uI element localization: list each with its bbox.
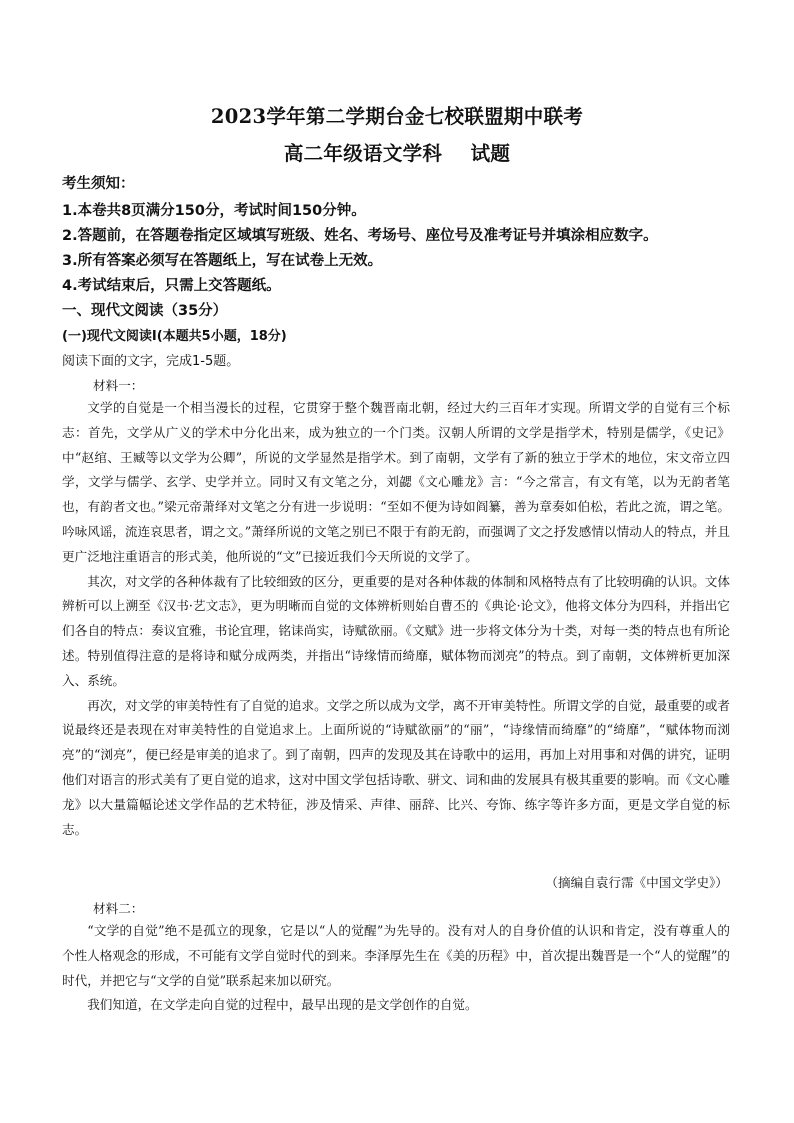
section-heading: 一、现代文阅读（35分）: [62, 303, 228, 319]
material-1-body: [62, 396, 730, 842]
notice-item-2: 2.答题前，在答题卷指定区域填写班级、姓名、考场号、座位号及准考证号并填涂相应数字。: [62, 228, 658, 244]
notice-heading: 考生须知：: [62, 176, 135, 192]
exam-title: 2023学年第二学期台金七校联盟期中联考: [210, 105, 584, 128]
material-2-paragraph-2: 我们知道，在文学走向自觉的过程中，最早出现的是文学创作的自觉。: [87, 997, 478, 1013]
notice-item-1: 1.本卷共8页满分150分，考试时间150分钟。: [62, 203, 366, 219]
material-1-paragraph-2: 其次，对文学的各种体裁有了比较细致的区分，更重要的是对各种体裁的体制和风格特点有了比较明确的认识。文体辨析可以上溯至《汉书·艺文志》，更为明晰而自觉的文体辨析则始自曹丕的《典论·论文》，他将文体分为四科，并指出它们各自的特点：奏议宜雅，书论宜理，铭诔尚实，诗赋欲丽。《文赋》进一步将文体分为十类，对每一类的特点也有所论述。特别值得注意的是将诗和赋分成两类，并指出“诗缘情而绮靡，赋体物而浏亮”的特点。到了南朝，文体辨析更加深入、系统。: [62, 573, 730, 688]
material-1-label: 材料一：: [93, 378, 144, 393]
reading-instruction: 阅读下面的文字，完成1-5题。: [62, 354, 240, 369]
material-1-paragraph-3: 再次，对文学的审美特性有了自觉的追求。文学之所以成为文学，离不开审美特性。所谓文学的自觉，最重要的或者说最终还是表现在对审美特性的自觉追求上。上面所说的“诗赋欲丽”的“丽”，“诗缘情而绮靡”的“绮靡”，“赋体物而浏亮”的“浏亮”，便已经是审美的追求了。到了南朝，四声的发现及其在诗歌中的运用，再加上对用事和对偶的讲究，证明他们对语言的形式美有了更自觉的追求，这对中国文学包括诗歌、骈文、词和曲的发展具有极其重要的影响。而《文心雕龙》以大量篇幅论述文学作品的艺术特征，涉及情采、声律、丽辞、比兴、夸饰、练字等许多方面，更是文学自觉的标志。: [62, 697, 730, 837]
notice-item-3: 3.所有答案必须写在答题纸上，写在试卷上无效。: [62, 253, 383, 269]
subsection-heading: (一)现代文阅读Ⅰ(本题共5小题，18分): [62, 329, 287, 344]
material-2-body: [62, 919, 730, 1018]
notice-item-4: 4.考试结束后，只需上交答题纸。: [62, 278, 281, 294]
material-1-source: （摘编自袁行霈《中国文学史》）: [545, 875, 728, 890]
material-1-paragraph-1: 文学的自觉是一个相当漫长的过程，它贯穿于整个魏晋南北朝，经过大约三百年才实现。所谓文学的自觉有三个标志：首先，文学从广义的学术中分化出来，成为独立的一个门类。汉朝人所谓的文学是指学术，特别是儒学，《史记》中“赵绾、王臧等以文学为公卿”，所说的文学显然是指学术。到了南朝，文学有了新的独立于学术的地位，宋文帝立四学，文学与儒学、玄学、史学并立。同时又有文笔之分，刘勰《文心雕龙》言：“今之常言，有文有笔，以为无韵者笔也，有韵者文也。”梁元帝萧绎对文笔之分有进一步说明：“至如不便为诗如阎纂，善为章奏如伯松，若此之流，谓之笔。吟咏风谣，流连哀思者，谓之文。”萧绎所说的文笔之别已不限于有韵无韵，而强调了文之抒发感情以情动人的特点，并且更广泛地注重语言的形式美，他所说的“文”已接近我们今天所说的文学了。: [62, 400, 730, 564]
exam-subtitle: 高二年级语文学科 试题: [283, 142, 511, 165]
material-2-paragraph-1: “文学的自觉”绝不是孤立的现象，它是以“人的觉醒”为先导的。没有对人的自身价值的认识和肯定，没有尊重人的个性人格观念的形成，不可能有文学自觉时代的到来。李泽厚先生在《美的历程》中，首次提出魏晋是一个“人的觉醒”的时代，并把它与“文学的自觉”联系起来加以研究。: [62, 923, 730, 988]
material-2-label: 材料二：: [93, 901, 144, 916]
